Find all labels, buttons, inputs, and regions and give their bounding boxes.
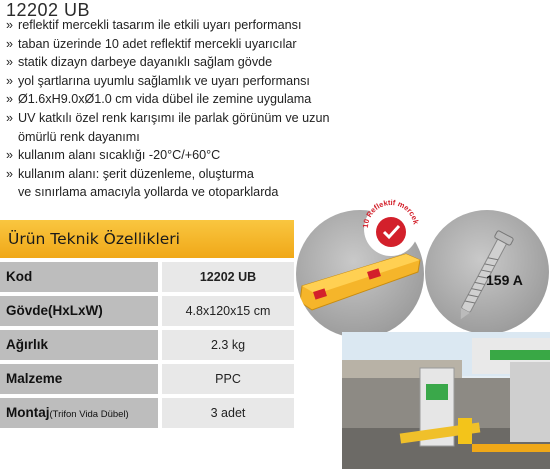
screw-model-label: 159 A [486, 272, 523, 288]
spec-table-title: Ürün Teknik Özellikleri [8, 230, 180, 248]
spec-key-text: Montaj [6, 405, 50, 420]
spec-value: 4.8x120x15 cm [162, 296, 294, 326]
spec-row-montaj [0, 398, 294, 428]
installation-photo [342, 332, 550, 469]
spec-row-malzeme [0, 364, 294, 394]
feature-item-continuation: ömürlü renk dayanımı [18, 129, 140, 144]
feature-item: » yol şartlarına uyumlu sağlamlık ve uyarı performansı [6, 72, 366, 91]
spec-value: 3 adet [162, 398, 294, 428]
feature-item: » kullanım alanı sıcaklığı -20°C/+60°C [6, 146, 366, 165]
spec-key [0, 330, 158, 360]
feature-item: » Ø1.6xH9.0xØ1.0 cm vida dübel ile zemine uygulama [6, 90, 366, 109]
product-title: 12202 UB [6, 0, 91, 20]
gas-station-scene [342, 332, 550, 469]
spec-value: PPC [162, 364, 294, 394]
feature-item: » UV katkılı özel renk karışımı ile parlak görünüm ve uzun [6, 109, 366, 128]
spec-value: 2.3 kg [162, 330, 294, 360]
spec-key [0, 262, 158, 292]
spec-row-govde [0, 296, 294, 326]
spec-row-agirlik [0, 330, 294, 360]
spec-key-text: Malzeme [6, 371, 63, 386]
feature-item: » reflektif mercekli tasarım ile etkili uyarı performansı [6, 16, 366, 35]
spec-key-text: Kod [6, 269, 33, 284]
spec-value: 12202 UB [162, 262, 294, 292]
spec-row-kod [0, 262, 294, 292]
spec-key [0, 296, 158, 326]
spec-table-header [0, 220, 294, 258]
feature-item: » statik dizayn darbeye dayanıklı sağlam gövde [6, 53, 366, 72]
feature-list [6, 16, 366, 202]
reflector-badge [360, 198, 422, 260]
spec-key-note: (Trifon Vida Dübel) [49, 409, 129, 420]
spec-table [0, 220, 294, 464]
reflector-badge-text: 10 Reflektif mercek [360, 198, 421, 229]
spec-key-text: Gövde(HxLxW) [6, 303, 103, 318]
spec-key [0, 364, 158, 394]
spec-key [0, 398, 158, 428]
spec-key-text: Ağırlık [6, 337, 49, 352]
feature-item: » kullanım alanı: şerit düzenleme, oluşturma [6, 165, 366, 184]
feature-item: » taban üzerinde 10 adet reflektif mercekli uyarıcılar [6, 35, 366, 54]
feature-item-continuation: ve sınırlama amacıyla yollarda ve otoparklarda [18, 185, 279, 200]
